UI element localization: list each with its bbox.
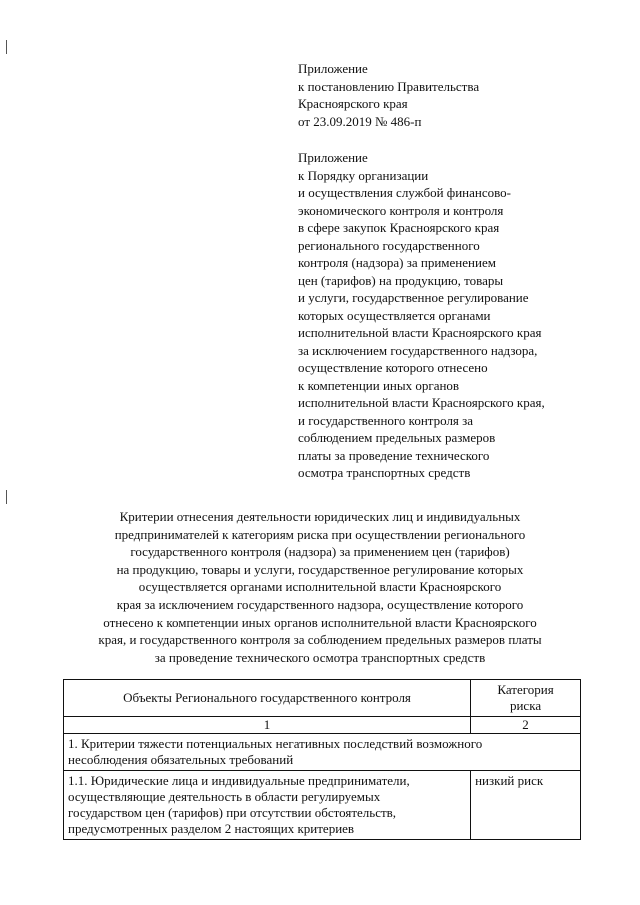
column-number: 2 bbox=[471, 717, 581, 734]
title-line: за проведение технического осмотра транспортных средств bbox=[154, 649, 486, 665]
appendix-line: Приложение bbox=[298, 150, 368, 165]
appendix-line: в сфере закупок Красноярского края bbox=[298, 220, 500, 235]
table-row bbox=[64, 771, 581, 840]
table-section-row bbox=[64, 734, 581, 771]
title-line: отнесено к компетенции иных органов исполнительной власти Красноярского bbox=[103, 614, 537, 630]
appendix-line: осуществление которого отнесено bbox=[298, 360, 488, 375]
document-title bbox=[40, 508, 600, 666]
header-category bbox=[471, 680, 581, 717]
appendix-line: платы за проведение технического bbox=[298, 447, 490, 463]
row-object bbox=[64, 771, 471, 840]
appendix-line: соблюдением предельных размеров bbox=[298, 430, 496, 445]
header-category-line: риска bbox=[509, 698, 542, 713]
title-line: края, и государственного контроля за соблюдением предельных размеров платы bbox=[98, 632, 542, 648]
row-object-line: 1.1. Юридические лица и индивидуальные предприниматели, bbox=[68, 773, 410, 788]
appendix-line: за исключением государственного надзора, bbox=[298, 342, 538, 358]
appendix-line: от 23.09.2019 № 486-п bbox=[298, 113, 422, 129]
title-line: государственного контроля (надзора) за применением цен (тарифов) bbox=[130, 544, 510, 560]
header-category-line: Категория bbox=[497, 682, 554, 697]
appendix-line: экономического контроля и контроля bbox=[298, 202, 504, 218]
appendix-line: контроля (надзора) за применением bbox=[298, 255, 496, 270]
appendix-line: осмотра транспортных средств bbox=[298, 465, 471, 480]
criteria-table bbox=[63, 679, 581, 840]
appendix-line: исполнительной власти Красноярского края bbox=[298, 325, 542, 340]
appendix-line: исполнительной власти Красноярского края, bbox=[298, 395, 545, 410]
title-line: на продукцию, товары и услуги, государственное регулирование которых bbox=[116, 561, 524, 577]
appendix-header bbox=[298, 60, 545, 482]
table-column-number-row bbox=[64, 717, 581, 734]
appendix-line: Приложение bbox=[298, 61, 368, 76]
row-object-line: предусмотренных разделом 2 настоящих критериев bbox=[68, 821, 355, 836]
appendix-line: цен (тарифов) на продукцию, товары bbox=[298, 272, 504, 288]
appendix-line: и услуги, государственное регулирование bbox=[298, 290, 529, 305]
appendix-line: регионального государственного bbox=[298, 237, 480, 253]
row-object-line: государством цен (тарифов) при отсутствии обстоятельств, bbox=[68, 805, 397, 820]
section-heading bbox=[64, 734, 581, 771]
scan-edge-mark bbox=[6, 40, 7, 54]
appendix-line: к компетенции иных органов bbox=[298, 377, 460, 393]
scan-edge-mark bbox=[6, 490, 7, 504]
header-objects: Объекты Регионального государственного контроля bbox=[64, 680, 471, 717]
appendix-line: к постановлению Правительства bbox=[298, 78, 480, 94]
title-line: края за исключением государственного надзора, осуществление которого bbox=[116, 596, 524, 612]
section-heading-line: несоблюдения обязательных требований bbox=[68, 752, 294, 767]
table-header-row bbox=[64, 680, 581, 717]
title-line: Критерии отнесения деятельности юридических лиц и индивидуальных bbox=[119, 509, 521, 524]
row-category: низкий риск bbox=[471, 771, 581, 840]
appendix-line: которых осуществляется органами bbox=[298, 307, 491, 323]
section-heading-line: 1. Критерии тяжести потенциальных негативных последствий возможного bbox=[68, 736, 483, 751]
row-object-line: осуществляющие деятельность в области регулируемых bbox=[68, 789, 381, 804]
appendix-line: Красноярского края bbox=[298, 96, 408, 111]
title-line: предпринимателей к категориям риска при осуществлении регионального bbox=[114, 526, 526, 542]
appendix-line: и государственного контроля за bbox=[298, 412, 474, 428]
column-number: 1 bbox=[64, 717, 471, 734]
appendix-line: к Порядку организации bbox=[298, 167, 429, 183]
appendix-line: и осуществления службой финансово- bbox=[298, 185, 511, 200]
title-line: осуществляется органами исполнительной власти Красноярского bbox=[138, 579, 502, 595]
